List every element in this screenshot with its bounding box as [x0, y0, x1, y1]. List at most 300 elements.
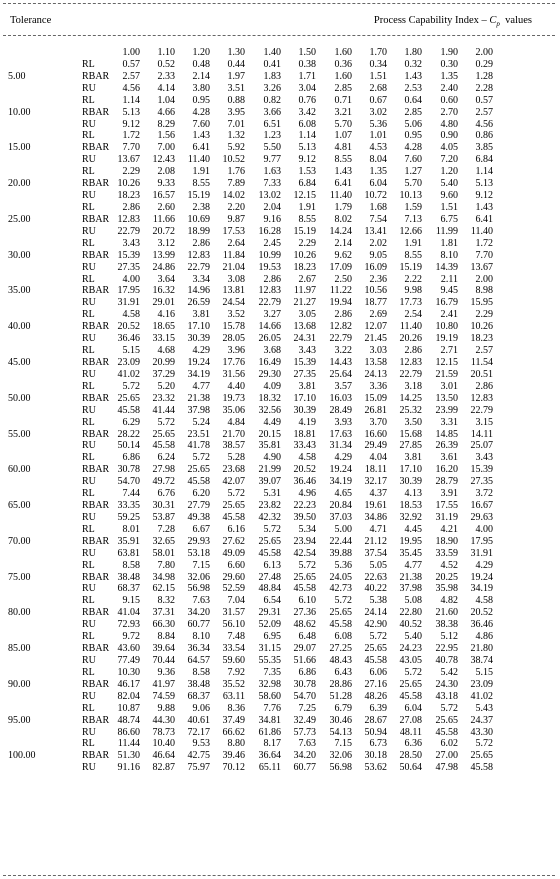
- table-cell: 40.78: [435, 655, 458, 667]
- row-label: RU: [82, 225, 96, 237]
- table-row-rbar: [0, 142, 560, 154]
- table-cell: 1.35: [369, 166, 387, 178]
- table-row-rbar: [0, 214, 560, 226]
- table-cell: 1.91: [404, 237, 422, 249]
- table-row-rl: [0, 59, 560, 71]
- table-cell: 22.44: [329, 535, 352, 547]
- table-cell: 4.28: [192, 106, 210, 118]
- table-cell: 47.98: [435, 762, 458, 774]
- table-cell: 6.48: [298, 631, 316, 643]
- table-cell: 49.38: [187, 511, 210, 523]
- table-cell: 35.45: [399, 547, 422, 559]
- table-cell: 3.43: [122, 237, 140, 249]
- table-cell: 9.16: [263, 213, 281, 225]
- table-cell: 4.58: [298, 452, 316, 464]
- cp-value: 1.50: [298, 47, 316, 58]
- table-cell: 10.87: [117, 702, 140, 714]
- row-label: RU: [82, 118, 96, 130]
- table-cell: 2.57: [475, 345, 493, 357]
- table-cell: 13.67: [117, 154, 140, 166]
- table-row-ru: [0, 405, 560, 417]
- table-cell: 13.99: [152, 249, 175, 261]
- table-cell: 24.54: [222, 297, 245, 309]
- table-row-rl: [0, 452, 560, 464]
- table-cell: 8.98: [475, 285, 493, 297]
- table-cell: 36.46: [293, 476, 316, 488]
- table-cell: 2.45: [263, 237, 281, 249]
- table-cell: 6.10: [298, 595, 316, 607]
- table-cell: 22.79: [117, 225, 140, 237]
- table-cell: 15.39: [293, 356, 316, 368]
- table-cell: 3.21: [334, 106, 352, 118]
- row-label: RL: [82, 595, 95, 607]
- table-cell: 0.60: [440, 94, 458, 106]
- table-cell: 9.12: [475, 190, 493, 202]
- row-label: RL: [82, 702, 95, 714]
- table-cell: 6.36: [404, 738, 422, 750]
- table-cell: 32.92: [399, 511, 422, 523]
- table-cell: 30.18: [364, 750, 387, 762]
- table-cell: 6.51: [263, 118, 281, 130]
- table-cell: 34.81: [258, 714, 281, 726]
- table-cell: 9.53: [192, 738, 210, 750]
- table-cell: 3.81: [298, 380, 316, 392]
- table-cell: 58.60: [258, 690, 281, 702]
- table-cell: 2.86: [334, 309, 352, 321]
- table-cell: 17.10: [187, 321, 210, 333]
- table-cell: 12.83: [187, 249, 210, 261]
- table-row-rbar: [0, 71, 560, 83]
- table-cell: 11.97: [293, 285, 316, 297]
- table-cell: 7.15: [334, 738, 352, 750]
- table-cell: 1.81: [440, 237, 458, 249]
- table-cell: 5.72: [298, 559, 316, 571]
- table-cell: 2.67: [298, 273, 316, 285]
- table-row-rbar: [0, 321, 560, 333]
- table-cell: 9.60: [440, 190, 458, 202]
- table-cell: 46.17: [117, 678, 140, 690]
- table-cell: 65.11: [258, 762, 281, 774]
- table-cell: 2.14: [192, 70, 210, 82]
- tolerance-value: 30.00: [8, 249, 31, 261]
- table-cell: 21.59: [435, 368, 458, 380]
- header-divider: [3, 35, 555, 36]
- table-cell: 38.74: [470, 655, 493, 667]
- table-cell: 24.37: [470, 714, 493, 726]
- table-cell: 23.32: [152, 392, 175, 404]
- table-cell: 51.28: [329, 690, 352, 702]
- table-cell: 1.27: [404, 166, 422, 178]
- table-cell: 2.85: [334, 82, 352, 94]
- table-cell: 34.19: [187, 368, 210, 380]
- row-label: RU: [82, 726, 96, 738]
- table-cell: 36.46: [117, 333, 140, 345]
- table-cell: 3.27: [263, 309, 281, 321]
- row-label: RU: [82, 154, 96, 166]
- tolerance-value: 25.00: [8, 213, 31, 225]
- table-cell: 4.80: [440, 118, 458, 130]
- table-cell: 17.95: [117, 285, 140, 297]
- table-cell: 41.44: [152, 404, 175, 416]
- table-cell: 15.95: [470, 297, 493, 309]
- table-cell: 1.83: [263, 70, 281, 82]
- table-cell: 2.86: [263, 273, 281, 285]
- table-cell: 2.22: [404, 273, 422, 285]
- table-cell: 29.60: [222, 571, 245, 583]
- table-cell: 28.49: [329, 404, 352, 416]
- table-cell: 14.85: [435, 428, 458, 440]
- table-cell: 5.31: [263, 488, 281, 500]
- table-cell: 4.45: [404, 523, 422, 535]
- table-cell: 1.23: [263, 130, 281, 142]
- table-cell: 11.40: [329, 190, 352, 202]
- table-row-rl: [0, 595, 560, 607]
- table-cell: 32.06: [329, 750, 352, 762]
- row-label: RBAR: [82, 321, 110, 333]
- row-label: RBAR: [82, 178, 110, 190]
- table-cell: 27.08: [399, 714, 422, 726]
- table-cell: 9.06: [192, 702, 210, 714]
- table-cell: 28.79: [435, 476, 458, 488]
- table-cell: 1.71: [298, 70, 316, 82]
- table-cell: 7.35: [263, 666, 281, 678]
- table-cell: 4.52: [440, 559, 458, 571]
- table-cell: 1.53: [298, 166, 316, 178]
- table-cell: 7.70: [475, 249, 493, 261]
- table-cell: 0.38: [298, 58, 316, 70]
- table-cell: 7.44: [122, 488, 140, 500]
- table-cell: 4.84: [227, 416, 245, 428]
- table-cell: 3.91: [440, 488, 458, 500]
- table-row-rl: [0, 703, 560, 715]
- tolerance-value: 45.00: [8, 356, 31, 368]
- table-cell: 34.20: [293, 750, 316, 762]
- table-cell: 17.63: [329, 428, 352, 440]
- table-row-ru: [0, 512, 560, 524]
- table-cell: 20.52: [117, 321, 140, 333]
- table-row-rl: [0, 130, 560, 142]
- table-cell: 18.99: [187, 225, 210, 237]
- table-cell: 23.82: [258, 500, 281, 512]
- table-cell: 48.74: [117, 714, 140, 726]
- table-cell: 32.56: [258, 404, 281, 416]
- table-cell: 5.50: [263, 142, 281, 154]
- table-cell: 28.05: [222, 333, 245, 345]
- table-cell: 12.43: [152, 154, 175, 166]
- table-cell: 27.35: [117, 261, 140, 273]
- table-cell: 29.93: [187, 535, 210, 547]
- table-row-rbar: [0, 500, 560, 512]
- row-label: RL: [82, 94, 95, 106]
- table-cell: 42.90: [364, 619, 387, 631]
- cp-value: 1.60: [334, 47, 352, 58]
- table-cell: 1.60: [334, 70, 352, 82]
- table-cell: 10.52: [222, 154, 245, 166]
- row-label: RL: [82, 452, 95, 464]
- table-cell: 45.58: [470, 762, 493, 774]
- table-cell: 9.77: [263, 154, 281, 166]
- table-cell: 1.43: [475, 201, 493, 213]
- table-cell: 11.40: [470, 225, 493, 237]
- table-cell: 35.52: [222, 678, 245, 690]
- table-cell: 48.62: [293, 619, 316, 631]
- table-cell: 17.95: [470, 535, 493, 547]
- table-cell: 37.49: [222, 714, 245, 726]
- table-cell: 6.04: [369, 178, 387, 190]
- table-cell: 1.59: [404, 201, 422, 213]
- table-cell: 0.30: [440, 58, 458, 70]
- table-cell: 3.42: [298, 106, 316, 118]
- table-cell: 5.72: [227, 488, 245, 500]
- table-cell: 42.32: [258, 511, 281, 523]
- row-label: RBAR: [82, 428, 110, 440]
- table-cell: 29.01: [152, 297, 175, 309]
- capability-table: [0, 47, 560, 774]
- table-cell: 18.23: [293, 261, 316, 273]
- table-cell: 17.53: [222, 225, 245, 237]
- table-cell: 11.54: [470, 356, 493, 368]
- table-cell: 18.23: [117, 190, 140, 202]
- table-cell: 14.11: [470, 428, 493, 440]
- table-cell: 2.69: [369, 309, 387, 321]
- table-cell: 3.66: [263, 106, 281, 118]
- table-cell: 45.58: [293, 583, 316, 595]
- table-cell: 53.87: [152, 511, 175, 523]
- table-cell: 10.56: [364, 285, 387, 297]
- table-cell: 38.57: [222, 440, 245, 452]
- table-cell: 8.29: [157, 118, 175, 130]
- table-cell: 22.79: [329, 333, 352, 345]
- table-cell: 22.79: [187, 261, 210, 273]
- table-cell: 30.46: [329, 714, 352, 726]
- table-cell: 4.16: [157, 309, 175, 321]
- table-cell: 7.01: [227, 118, 245, 130]
- table-cell: 27.79: [187, 500, 210, 512]
- table-cell: 19.94: [329, 297, 352, 309]
- table-cell: 58.01: [152, 547, 175, 559]
- cp-symbol: C: [489, 15, 497, 26]
- table-cell: 21.38: [187, 392, 210, 404]
- table-cell: 25.65: [435, 714, 458, 726]
- table-cell: 6.02: [440, 738, 458, 750]
- table-cell: 3.36: [369, 380, 387, 392]
- table-cell: 26.59: [187, 297, 210, 309]
- row-label: RU: [82, 583, 96, 595]
- table-cell: 45.58: [364, 655, 387, 667]
- table-cell: 3.81: [404, 452, 422, 464]
- table-cell: 7.76: [263, 702, 281, 714]
- table-cell: 2.41: [440, 309, 458, 321]
- table-cell: 25.32: [399, 404, 422, 416]
- table-cell: 9.15: [122, 595, 140, 607]
- table-cell: 0.48: [192, 58, 210, 70]
- tolerance-value: 55.00: [8, 428, 31, 440]
- table-row-rbar: [0, 643, 560, 655]
- row-label: RU: [82, 440, 96, 452]
- table-row-rl: [0, 488, 560, 500]
- tolerance-value: 40.00: [8, 321, 31, 333]
- table-cell: 27.36: [293, 607, 316, 619]
- table-row-rbar: [0, 393, 560, 405]
- table-cell: 6.73: [369, 738, 387, 750]
- table-cell: 60.77: [187, 619, 210, 631]
- table-cell: 0.95: [404, 130, 422, 142]
- table-cell: 8.55: [192, 178, 210, 190]
- table-cell: 22.63: [364, 571, 387, 583]
- table-cell: 15.19: [293, 225, 316, 237]
- table-cell: 6.04: [404, 702, 422, 714]
- table-cell: 25.65: [152, 428, 175, 440]
- table-cell: 3.43: [475, 452, 493, 464]
- table-cell: 21.70: [222, 428, 245, 440]
- table-cell: 29.49: [364, 440, 387, 452]
- table-cell: 1.97: [227, 70, 245, 82]
- table-cell: 28.86: [329, 678, 352, 690]
- table-cell: 6.86: [122, 452, 140, 464]
- table-cell: 25.65: [470, 750, 493, 762]
- table-cell: 5.00: [334, 523, 352, 535]
- table-cell: 6.08: [298, 118, 316, 130]
- tolerance-header: Tolerance: [10, 15, 52, 26]
- table-cell: 11.40: [187, 154, 210, 166]
- table-cell: 60.77: [293, 762, 316, 774]
- table-cell: 3.15: [475, 416, 493, 428]
- table-cell: 19.19: [435, 333, 458, 345]
- table-cell: 2.86: [192, 237, 210, 249]
- table-cell: 16.03: [329, 392, 352, 404]
- table-cell: 0.29: [475, 58, 493, 70]
- table-cell: 6.95: [263, 631, 281, 643]
- row-label: RU: [82, 762, 96, 774]
- table-cell: 30.39: [293, 404, 316, 416]
- table-row-ru: [0, 548, 560, 560]
- table-cell: 3.85: [475, 142, 493, 154]
- table-cell: 12.83: [117, 213, 140, 225]
- table-cell: 19.24: [470, 571, 493, 583]
- table-cell: 2.14: [334, 237, 352, 249]
- table-cell: 40.22: [364, 583, 387, 595]
- table-cell: 70.44: [152, 655, 175, 667]
- table-cell: 6.86: [298, 666, 316, 678]
- table-cell: 39.46: [222, 750, 245, 762]
- table-cell: 42.07: [222, 476, 245, 488]
- table-row-ru: [0, 476, 560, 488]
- table-cell: 0.41: [263, 58, 281, 70]
- table-cell: 2.08: [157, 166, 175, 178]
- table-cell: 1.14: [122, 94, 140, 106]
- table-cell: 4.13: [404, 488, 422, 500]
- table-row-ru: [0, 619, 560, 631]
- table-cell: 34.19: [329, 476, 352, 488]
- table-cell: 54.70: [117, 476, 140, 488]
- table-cell: 30.78: [117, 464, 140, 476]
- table-cell: 33.59: [435, 547, 458, 559]
- row-label: RBAR: [82, 249, 110, 261]
- table-cell: 29.07: [293, 643, 316, 655]
- row-label: RBAR: [82, 535, 110, 547]
- table-cell: 3.05: [298, 309, 316, 321]
- table-cell: 23.09: [470, 678, 493, 690]
- table-cell: 45.58: [399, 690, 422, 702]
- table-cell: 26.05: [258, 333, 281, 345]
- table-cell: 17.10: [293, 392, 316, 404]
- table-cell: 27.16: [364, 678, 387, 690]
- table-cell: 18.77: [364, 297, 387, 309]
- table-cell: 30.39: [399, 476, 422, 488]
- table-cell: 8.80: [227, 738, 245, 750]
- table-cell: 2.68: [369, 82, 387, 94]
- table-cell: 5.72: [475, 738, 493, 750]
- table-cell: 4.14: [157, 82, 175, 94]
- table-cell: 18.11: [364, 464, 387, 476]
- table-cell: 17.10: [399, 464, 422, 476]
- table-cell: 91.16: [117, 762, 140, 774]
- row-label: RU: [82, 261, 96, 273]
- table-cell: 4.28: [404, 142, 422, 154]
- table-cell: 59.60: [222, 655, 245, 667]
- table-cell: 56.98: [329, 762, 352, 774]
- table-cell: 30.39: [187, 333, 210, 345]
- table-cell: 72.93: [117, 619, 140, 631]
- table-cell: 6.39: [369, 702, 387, 714]
- table-cell: 21.99: [258, 464, 281, 476]
- table-cell: 6.24: [157, 452, 175, 464]
- table-cell: 38.38: [435, 619, 458, 631]
- cp-values-row: [0, 47, 560, 59]
- table-cell: 16.49: [258, 356, 281, 368]
- table-cell: 32.98: [258, 678, 281, 690]
- table-cell: 16.28: [258, 225, 281, 237]
- table-cell: 17.09: [329, 261, 352, 273]
- table-cell: 1.68: [369, 201, 387, 213]
- table-cell: 4.81: [334, 142, 352, 154]
- table-cell: 7.48: [227, 631, 245, 643]
- table-cell: 45.58: [187, 476, 210, 488]
- table-row-rbar: [0, 429, 560, 441]
- table-cell: 5.40: [404, 631, 422, 643]
- table-cell: 16.60: [364, 428, 387, 440]
- row-label: RBAR: [82, 106, 110, 118]
- table-cell: 39.88: [329, 547, 352, 559]
- table-row-rl: [0, 309, 560, 321]
- table-cell: 6.29: [122, 416, 140, 428]
- cp-value: 1.00: [122, 47, 140, 58]
- table-cell: 10.99: [258, 249, 281, 261]
- table-cell: 11.66: [152, 213, 175, 225]
- table-cell: 2.29: [298, 237, 316, 249]
- table-cell: 43.18: [435, 690, 458, 702]
- table-row-ru: [0, 226, 560, 238]
- table-cell: 51.66: [293, 655, 316, 667]
- table-cell: 16.79: [435, 297, 458, 309]
- table-cell: 3.70: [369, 416, 387, 428]
- table-cell: 5.13: [475, 178, 493, 190]
- table-cell: 12.83: [399, 356, 422, 368]
- table-cell: 5.72: [334, 595, 352, 607]
- table-cell: 61.86: [258, 726, 281, 738]
- table-row-rl: [0, 238, 560, 250]
- table-cell: 15.68: [399, 428, 422, 440]
- table-cell: 8.58: [122, 559, 140, 571]
- table-row-ru: [0, 727, 560, 739]
- table-cell: 24.30: [435, 678, 458, 690]
- table-cell: 34.20: [187, 607, 210, 619]
- table-cell: 44.30: [152, 714, 175, 726]
- table-cell: 5.15: [475, 666, 493, 678]
- table-cell: 46.64: [152, 750, 175, 762]
- table-cell: 41.02: [470, 690, 493, 702]
- table-cell: 1.07: [334, 130, 352, 142]
